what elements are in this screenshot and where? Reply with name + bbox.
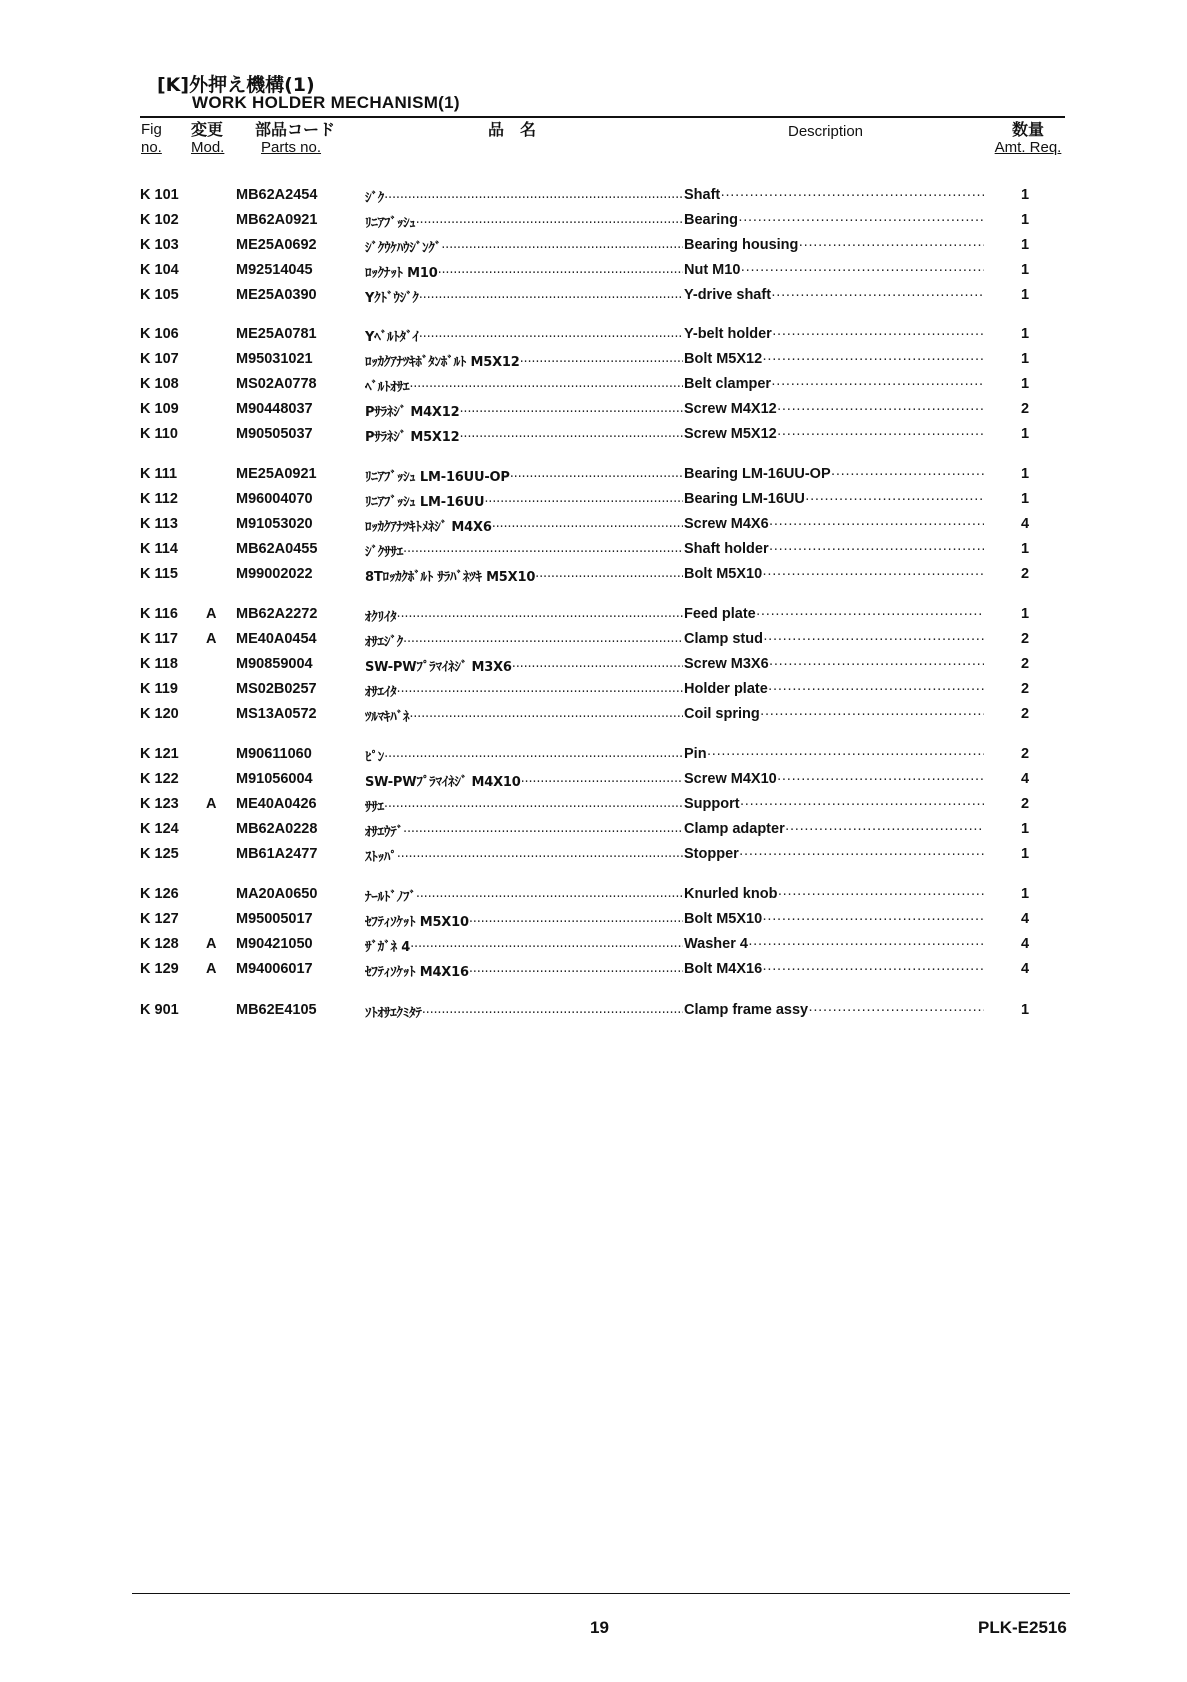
- fig-no: K 117: [140, 631, 178, 647]
- fig-no: K 103: [140, 237, 179, 253]
- part-description: Bolt M5X10 ·····: [684, 911, 984, 927]
- part-description: Bearing housing ·····: [684, 237, 984, 253]
- fig-no: K 115: [140, 566, 178, 582]
- table-row: [0, 376, 1187, 396]
- part-description: Coil spring ·····: [684, 706, 984, 722]
- part-description: Bolt M5X10 ·····: [684, 566, 984, 582]
- part-name-jp: ﾛｯｸﾅｯﾄ M10 ·····: [365, 262, 683, 281]
- part-description: Nut M10 ·····: [684, 262, 984, 278]
- part-name-jp: ﾘﾆｱﾌﾞｯｼｭ ·····: [365, 212, 683, 231]
- part-qty: 1: [1020, 376, 1030, 392]
- table-row: [0, 566, 1187, 586]
- table-row: [0, 237, 1187, 257]
- part-qty: 1: [1020, 326, 1030, 342]
- part-name-jp: SW-PWﾌﾟﾗﾏｲﾈｼﾞ M3X6 ·····: [365, 656, 683, 675]
- header-qty-sub: Amt. Req.: [994, 139, 1062, 156]
- part-no: MB62A2272: [236, 606, 318, 622]
- fig-no: K 125: [140, 846, 179, 862]
- fig-no: K 106: [140, 326, 179, 342]
- fig-no: K 101: [140, 187, 179, 203]
- part-name-jp: ﾅｰﾙﾄﾞﾉﾌﾞ ·····: [365, 886, 683, 905]
- part-no: M91056004: [236, 771, 313, 787]
- part-no: MB61A2477: [236, 846, 318, 862]
- part-no: MS02B0257: [236, 681, 317, 697]
- part-description: Holder plate ·····: [684, 681, 984, 697]
- mod-code: A: [206, 796, 217, 812]
- table-row: [0, 351, 1187, 371]
- header-mod-sub: Mod.: [191, 139, 225, 156]
- part-description: Belt clamper ·····: [684, 376, 984, 392]
- table-row: [0, 821, 1187, 841]
- fig-no: K 102: [140, 212, 179, 228]
- fig-no: K 901: [140, 1002, 179, 1018]
- table-row: [0, 746, 1187, 766]
- part-qty: 4: [1020, 911, 1030, 927]
- part-qty: 2: [1020, 566, 1030, 582]
- part-description: Bearing ·····: [684, 212, 984, 228]
- header-fig-label: Fig: [141, 121, 162, 138]
- table-row: [0, 886, 1187, 906]
- part-qty: 1: [1020, 287, 1030, 303]
- part-qty: 2: [1020, 631, 1030, 647]
- part-no: MB62E4105: [236, 1002, 317, 1018]
- part-name-jp: ｵｸﾘｲﾀ ·····: [365, 606, 683, 625]
- part-qty: 1: [1020, 541, 1030, 557]
- part-no: M92514045: [236, 262, 313, 278]
- document-id: PLK-E2516: [978, 1618, 1067, 1637]
- part-description: Washer 4 ·····: [684, 936, 984, 952]
- table-row: [0, 846, 1187, 866]
- part-no: M95031021: [236, 351, 313, 367]
- part-name-jp: ｾﾌﾃｨｿｹｯﾄ M5X10 ·····: [365, 911, 683, 930]
- mod-code: A: [206, 961, 217, 977]
- part-no: MB62A0455: [236, 541, 318, 557]
- header-qty-label: 数量: [1011, 120, 1044, 139]
- part-no: M94006017: [236, 961, 313, 977]
- part-description: Clamp frame assy ·····: [684, 1002, 984, 1018]
- part-name-jp: SW-PWﾌﾟﾗﾏｲﾈｼﾞ M4X10 ·····: [365, 771, 683, 790]
- part-no: MA20A0650: [236, 886, 318, 902]
- table-row: [0, 936, 1187, 956]
- part-name-jp: ﾛｯｶｸｱﾅﾂｷﾄﾒﾈｼﾞ M4X6 ·····: [365, 516, 683, 535]
- part-qty: 1: [1020, 262, 1030, 278]
- part-qty: 1: [1020, 212, 1030, 228]
- fig-no: K 107: [140, 351, 179, 367]
- table-row: [0, 466, 1187, 486]
- fig-no: K 119: [140, 681, 178, 697]
- part-qty: 1: [1020, 491, 1030, 507]
- part-qty: 1: [1020, 821, 1030, 837]
- part-qty: 1: [1020, 846, 1030, 862]
- part-no: M91053020: [236, 516, 313, 532]
- table-row: [0, 287, 1187, 307]
- fig-no: K 123: [140, 796, 179, 812]
- fig-no: K 113: [140, 516, 178, 532]
- part-qty: 1: [1020, 237, 1030, 253]
- fig-no: K 105: [140, 287, 179, 303]
- table-row: [0, 516, 1187, 536]
- part-qty: 4: [1020, 516, 1030, 532]
- table-row: [0, 491, 1187, 511]
- table-row: [0, 656, 1187, 676]
- part-no: MB62A0921: [236, 212, 318, 228]
- header-fig-sub: no.: [141, 139, 162, 156]
- part-no: ME40A0454: [236, 631, 317, 647]
- header-description-label: Description: [788, 123, 864, 140]
- part-description: Bolt M5X12 ·····: [684, 351, 984, 367]
- part-name-jp: Pｻﾗﾈｼﾞ M4X12 ·····: [365, 401, 683, 420]
- header-parts-label: 部品コード: [255, 120, 336, 139]
- part-qty: 2: [1020, 401, 1030, 417]
- part-qty: 1: [1020, 466, 1030, 482]
- part-qty: 2: [1020, 796, 1030, 812]
- fig-no: K 127: [140, 911, 179, 927]
- part-no: ME25A0390: [236, 287, 317, 303]
- part-description: Y-belt holder ·····: [684, 326, 984, 342]
- part-no: ME40A0426: [236, 796, 317, 812]
- part-qty: 4: [1020, 961, 1030, 977]
- part-name-jp: ﾂﾙﾏｷﾊﾞﾈ ·····: [365, 706, 683, 725]
- part-description: Screw M4X10 ·····: [684, 771, 984, 787]
- mod-code: A: [206, 631, 217, 647]
- part-name-jp: Yﾍﾞﾙﾄﾀﾞｲ ·····: [365, 326, 683, 345]
- fig-no: K 111: [140, 466, 178, 482]
- part-no: ME25A0692: [236, 237, 317, 253]
- header-parts-sub: Parts no.: [261, 139, 322, 156]
- fig-no: K 122: [140, 771, 179, 787]
- part-description: Bearing LM-16UU-OP ·····: [684, 466, 984, 482]
- table-row: [0, 961, 1187, 981]
- part-no: MB62A2454: [236, 187, 318, 203]
- part-no: MS13A0572: [236, 706, 317, 722]
- part-description: Stopper ·····: [684, 846, 984, 862]
- table-row: [0, 771, 1187, 791]
- fig-no: K 110: [140, 426, 178, 442]
- part-no: ME25A0921: [236, 466, 317, 482]
- part-qty: 4: [1020, 771, 1030, 787]
- fig-no: K 108: [140, 376, 179, 392]
- fig-no: K 126: [140, 886, 179, 902]
- table-row: [0, 1002, 1187, 1022]
- part-no: MS02A0778: [236, 376, 317, 392]
- part-description: Bolt M4X16 ·····: [684, 961, 984, 977]
- part-no: ME25A0781: [236, 326, 317, 342]
- part-qty: 1: [1020, 426, 1030, 442]
- fig-no: K 128: [140, 936, 179, 952]
- part-name-jp: ｿﾄｵｻｴｸﾐﾀﾃ ·····: [365, 1002, 683, 1021]
- part-description: Clamp stud ·····: [684, 631, 984, 647]
- part-name-jp: ﾘﾆｱﾌﾞｯｼｭ LM-16UU ·····: [365, 491, 683, 510]
- part-qty: 1: [1020, 606, 1030, 622]
- part-name-jp: ｼﾞｸ ·····: [365, 187, 683, 206]
- part-name-jp: ｵｻｴｼﾞｸ ·····: [365, 631, 683, 650]
- fig-no: K 104: [140, 262, 179, 278]
- mod-code: A: [206, 936, 217, 952]
- part-name-jp: ｼﾞｸｳｹﾊｳｼﾞﾝｸﾞ ·····: [365, 237, 683, 256]
- part-no: MB62A0228: [236, 821, 318, 837]
- fig-no: K 112: [140, 491, 178, 507]
- part-description: Screw M3X6 ·····: [684, 656, 984, 672]
- part-name-jp: ｾﾌﾃｨｿｹｯﾄ M4X16 ·····: [365, 961, 683, 980]
- part-qty: 1: [1020, 351, 1030, 367]
- fig-no: K 118: [140, 656, 178, 672]
- fig-no: K 109: [140, 401, 179, 417]
- part-description: Knurled knob ·····: [684, 886, 984, 902]
- page-number: 19: [590, 1618, 609, 1637]
- part-description: Shaft ·····: [684, 187, 984, 203]
- part-description: Feed plate ·····: [684, 606, 984, 622]
- part-qty: 4: [1020, 936, 1030, 952]
- part-name-jp: ｵｻｴｳﾃﾞ ·····: [365, 821, 683, 840]
- table-row: [0, 541, 1187, 561]
- part-description: Shaft holder ·····: [684, 541, 984, 557]
- part-description: Pin ·····: [684, 746, 984, 762]
- part-no: M96004070: [236, 491, 313, 507]
- part-qty: 2: [1020, 681, 1030, 697]
- part-qty: 1: [1020, 886, 1030, 902]
- part-no: M90421050: [236, 936, 313, 952]
- table-row: [0, 401, 1187, 421]
- part-no: M90611060: [236, 746, 312, 762]
- table-row: [0, 426, 1187, 446]
- table-row: [0, 631, 1187, 651]
- part-no: M90448037: [236, 401, 313, 417]
- footer-rule: [132, 1593, 1070, 1594]
- part-description: Screw M4X12 ·····: [684, 401, 984, 417]
- section-title-jp: [K]外押え機構(1): [157, 74, 315, 96]
- mod-code: A: [206, 606, 217, 622]
- part-description: Clamp adapter ·····: [684, 821, 984, 837]
- section-title-en: WORK HOLDER MECHANISM(1): [192, 93, 460, 112]
- part-name-jp: ｼﾞｸｻｻｴ ·····: [365, 541, 683, 560]
- fig-no: K 120: [140, 706, 179, 722]
- fig-no: K 121: [140, 746, 179, 762]
- header-name-label: 品 名: [488, 120, 537, 139]
- part-description: Screw M4X6 ·····: [684, 516, 984, 532]
- fig-no: K 114: [140, 541, 178, 557]
- table-row: [0, 262, 1187, 282]
- part-no: M95005017: [236, 911, 313, 927]
- table-row: [0, 706, 1187, 726]
- part-name-jp: ﾋﾟﾝ ·····: [365, 746, 683, 765]
- fig-no: K 129: [140, 961, 179, 977]
- table-row: [0, 606, 1187, 626]
- part-qty: 1: [1020, 1002, 1030, 1018]
- part-qty: 2: [1020, 746, 1030, 762]
- table-row: [0, 187, 1187, 207]
- part-name-jp: ﾛｯｶｸｱﾅﾂｷﾎﾞﾀﾝﾎﾞﾙﾄ M5X12 ·····: [365, 351, 683, 370]
- part-qty: 2: [1020, 656, 1030, 672]
- fig-no: K 124: [140, 821, 179, 837]
- fig-no: K 116: [140, 606, 178, 622]
- part-name-jp: ｽﾄｯﾊﾟ ·····: [365, 846, 683, 865]
- table-row: [0, 212, 1187, 232]
- part-no: M90859004: [236, 656, 313, 672]
- part-name-jp: ｵｻｴｲﾀ ·····: [365, 681, 683, 700]
- part-name-jp: 8Tﾛｯｶｸﾎﾞﾙﾄ ｻﾗﾊﾞﾈﾂｷ M5X10 ·····: [365, 566, 683, 585]
- table-row: [0, 326, 1187, 346]
- part-name-jp: ﾘﾆｱﾌﾞｯｼｭ LM-16UU-OP ·····: [365, 466, 683, 485]
- part-name-jp: ｻﾞｶﾞﾈ 4 ·····: [365, 936, 683, 955]
- part-no: M99002022: [236, 566, 313, 582]
- table-row: [0, 796, 1187, 816]
- part-name-jp: ｻｻｴ ·····: [365, 796, 683, 815]
- table-row: [0, 911, 1187, 931]
- part-description: Support ·····: [684, 796, 984, 812]
- part-description: Bearing LM-16UU ·····: [684, 491, 984, 507]
- part-qty: 2: [1020, 706, 1030, 722]
- part-name-jp: Yｸﾄﾞｳｼﾞｸ ·····: [365, 287, 683, 306]
- header-mod-label: 変更: [191, 120, 224, 139]
- part-qty: 1: [1020, 187, 1030, 203]
- part-no: M90505037: [236, 426, 313, 442]
- part-description: Screw M5X12 ·····: [684, 426, 984, 442]
- table-row: [0, 681, 1187, 701]
- part-description: Y-drive shaft ·····: [684, 287, 984, 303]
- part-name-jp: Pｻﾗﾈｼﾞ M5X12 ·····: [365, 426, 683, 445]
- part-name-jp: ﾍﾞﾙﾄｵｻｴ ·····: [365, 376, 683, 395]
